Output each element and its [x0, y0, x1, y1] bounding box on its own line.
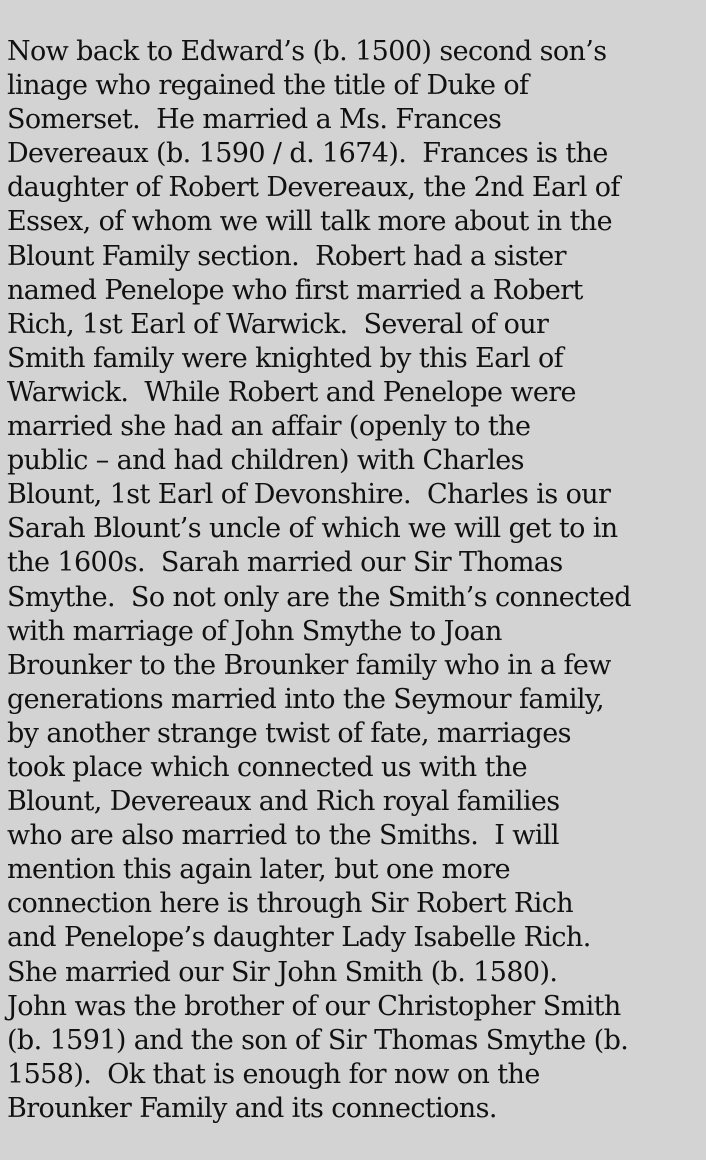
text-line: mention this again later, but one more: [7, 854, 511, 886]
text-line: public – and had children) with Charles: [7, 445, 524, 477]
text-line: who are also married to the Smiths. I will: [7, 820, 559, 852]
body-paragraph: [7, 35, 702, 1126]
text-line: took place which connected us with the: [7, 751, 527, 783]
text-line: Now back to Edward’s (b. 1500) second son’s: [7, 36, 607, 67]
text-line: Rich, 1st Earl of Warwick. Several of our: [7, 308, 549, 340]
text-line: Essex, of whom we will talk more about in the: [7, 206, 612, 238]
text-line: Brounker to the Brounker family who in a few: [7, 649, 611, 681]
text-line: daughter of Robert Devereaux, the 2nd Earl of: [7, 172, 620, 204]
text-line: Blount Family section. Robert had a sister: [7, 240, 566, 272]
text-line: Somerset. He married a Ms. Frances: [7, 104, 502, 136]
text-line: Smythe. So not only are the Smith’s connected: [7, 581, 631, 613]
text-line: Blount, Devereaux and Rich royal families: [7, 786, 560, 818]
text-line: John was the brother of our Christopher Smith: [7, 990, 621, 1022]
text-line: Smith family were knighted by this Earl of: [7, 342, 564, 374]
text-line: connection here is through Sir Robert Rich: [7, 888, 574, 920]
text-line: generations married into the Seymour family,: [7, 683, 604, 715]
text-line: the 1600s. Sarah married our Sir Thomas: [7, 547, 563, 579]
text-line: linage who regained the title of Duke of: [7, 70, 529, 102]
text-line: married she had an affair (openly to the: [7, 411, 531, 443]
text-line: 1558). Ok that is enough for now on the: [7, 1058, 540, 1090]
text-line: named Penelope who first married a Robert: [7, 274, 583, 306]
text-line: by another strange twist of fate, marriages: [7, 717, 571, 749]
text-line: Warwick. While Robert and Penelope were: [7, 376, 576, 408]
text-line: Brounker Family and its connections.: [7, 1092, 497, 1124]
text-line: She married our Sir John Smith (b. 1580).: [7, 956, 558, 988]
text-line: (b. 1591) and the son of Sir Thomas Smythe (b.: [7, 1024, 629, 1056]
text-line: and Penelope’s daughter Lady Isabelle Rich.: [7, 922, 591, 954]
text-line: with marriage of John Smythe to Joan: [7, 615, 502, 647]
text-line: Devereaux (b. 1590 / d. 1674). Frances is the: [7, 138, 608, 170]
text-line: Blount, 1st Earl of Devonshire. Charles is our: [7, 479, 611, 511]
text-line: Sarah Blount’s uncle of which we will get to in: [7, 513, 618, 545]
